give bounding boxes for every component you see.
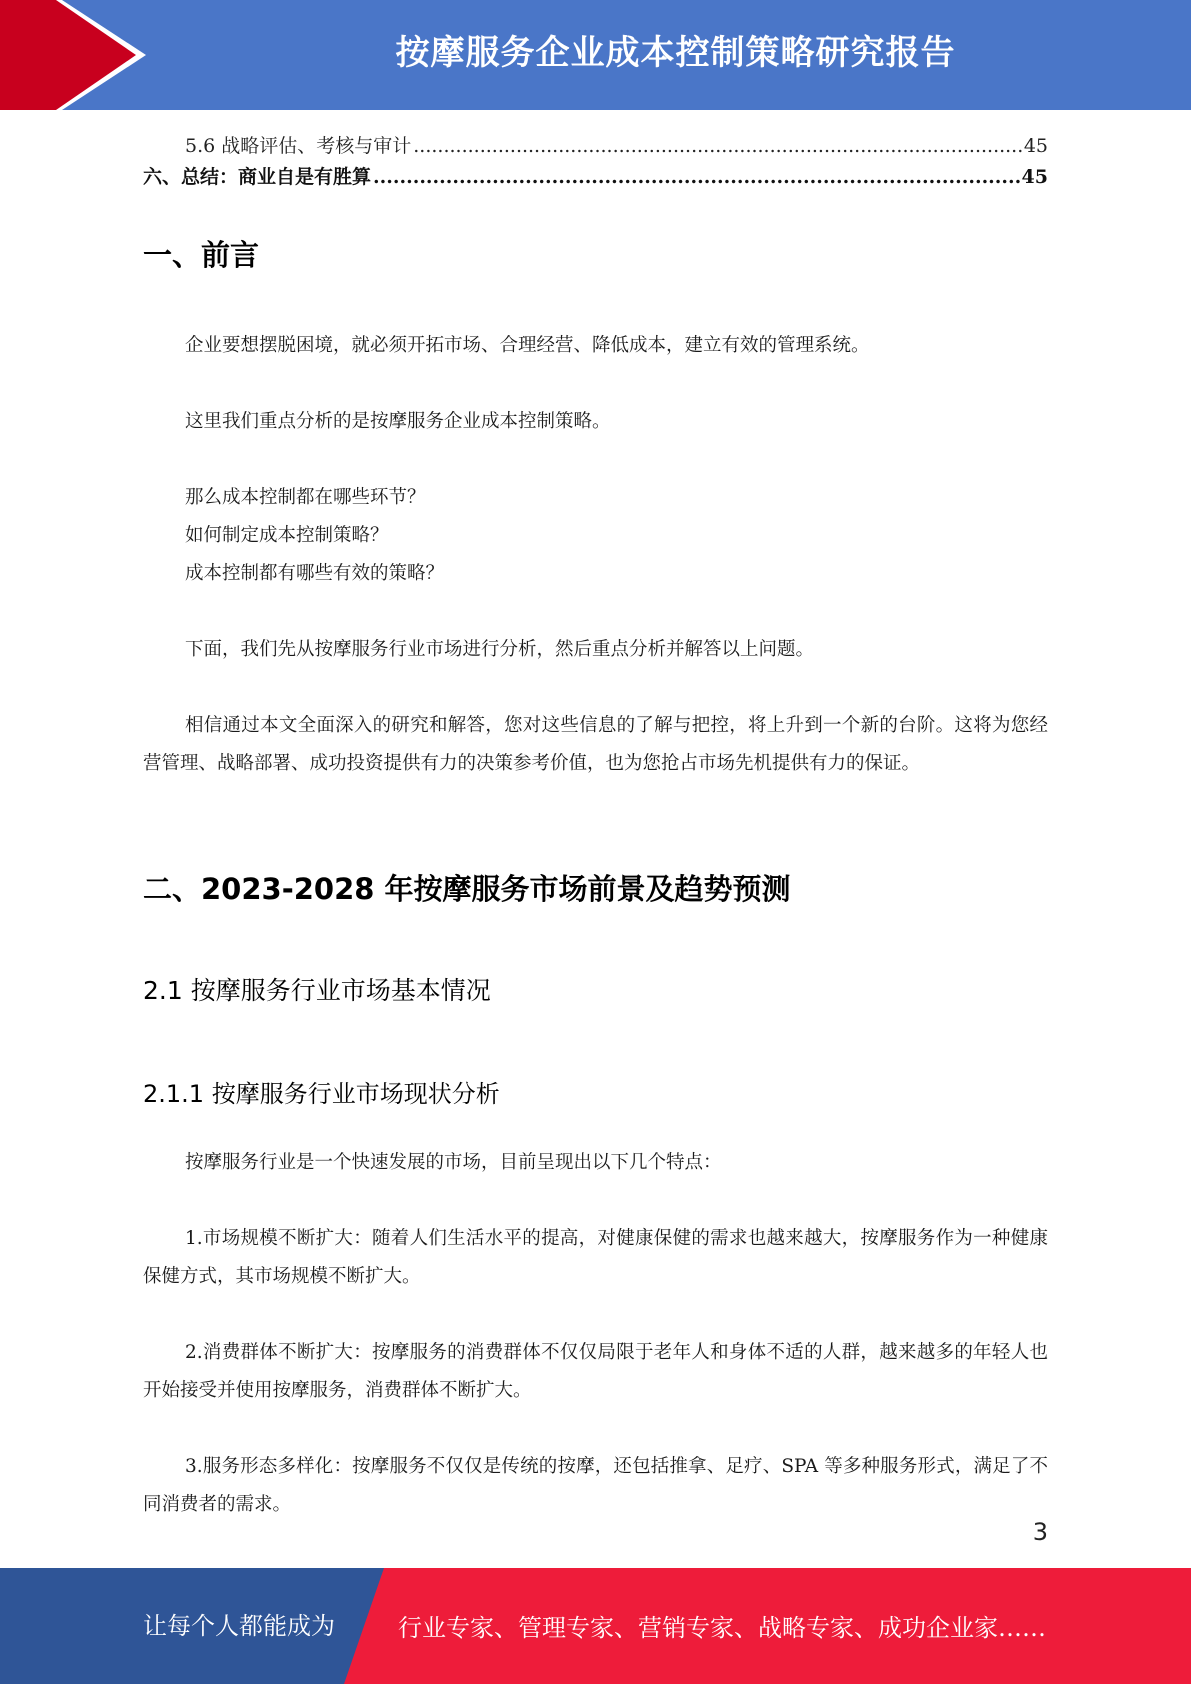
toc-leader-dots xyxy=(373,166,1020,188)
toc-leader-dots xyxy=(413,135,1022,157)
question-line: 如何制定成本控制策略？ xyxy=(185,525,389,546)
question-line: 那么成本控制都在哪些环节？ xyxy=(185,487,426,508)
list-paragraph: 2.消费群体不断扩大：按摩服务的消费群体不仅仅局限于老年人和身体不适的人群，越来越多的年轻人也开始接受并使用按摩服务，消费群体不断扩大。 xyxy=(143,1342,1048,1401)
footer-slogan-right: 行业专家、管理专家、营销专家、战略专家、成功企业家…… xyxy=(398,1614,1046,1642)
section-1-heading: 一、前言 xyxy=(143,238,260,272)
list-paragraph: 3.服务形态多样化：按摩服务不仅仅是传统的按摩，还包括推拿、足疗、SPA 等多种服务形式，满足了不同消费者的需求。 xyxy=(143,1456,1048,1515)
section-2-1-heading: 2.1 按摩服务行业市场基本情况 xyxy=(143,976,491,1005)
paragraph: 企业要想摆脱困境，就必须开拓市场、合理经营、降低成本，建立有效的管理系统。 xyxy=(185,335,870,356)
page-number: 3 xyxy=(1032,1518,1048,1546)
toc-entry-label: 六、总结：商业自是有胜算 xyxy=(143,166,372,188)
toc-entry-5-6[interactable] xyxy=(185,131,1048,158)
paragraph: 相信通过本文全面深入的研究和解答，您对这些信息的了解与把控，将上升到一个新的台阶。这将为您经营管理、战略部署、成功投资提供有力的决策参考价值，也为您抢占市场先机提供有力的保证。 xyxy=(143,715,1048,774)
paragraph: 这里我们重点分析的是按摩服务企业成本控制策略。 xyxy=(185,411,611,432)
page-header-banner xyxy=(0,0,1191,110)
paragraph: 按摩服务行业是一个快速发展的市场，目前呈现出以下几个特点： xyxy=(185,1152,722,1173)
toc-entry-page: 45 xyxy=(1023,135,1048,157)
toc-entry-section-6[interactable] xyxy=(143,162,1048,189)
toc-entry-page: 45 xyxy=(1021,166,1048,188)
section-2-1-1-heading: 2.1.1 按摩服务行业市场现状分析 xyxy=(143,1080,500,1108)
question-line: 成本控制都有哪些有效的策略？ xyxy=(185,563,445,584)
page-footer-banner xyxy=(0,1568,1191,1684)
toc-entry-label: 5.6 战略评估、考核与审计 xyxy=(185,135,412,157)
list-paragraph: 1.市场规模不断扩大：随着人们生活水平的提高，对健康保健的需求也越来越大，按摩服务作为一种健康保健方式，其市场规模不断扩大。 xyxy=(143,1228,1048,1287)
footer-slogan-left: 让每个人都能成为 xyxy=(143,1612,335,1640)
report-title: 按摩服务企业成本控制策略研究报告 xyxy=(395,33,956,73)
paragraph: 下面，我们先从按摩服务行业市场进行分析，然后重点分析并解答以上问题。 xyxy=(185,639,815,660)
header-arrow-decoration xyxy=(0,0,160,110)
section-2-heading: 二、2023-2028 年按摩服务市场前景及趋势预测 xyxy=(143,872,791,906)
